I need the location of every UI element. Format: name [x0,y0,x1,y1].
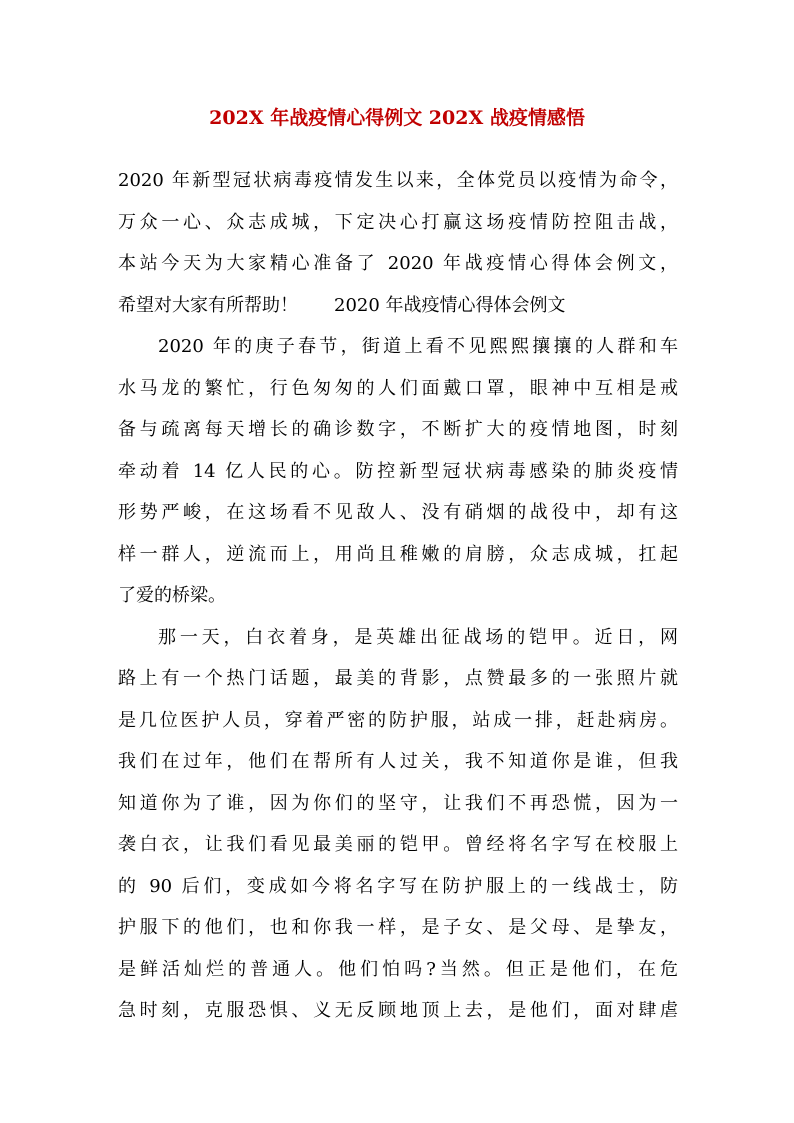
text-line: 那一天，白衣着身，是英雄出征战场的铠甲。近日，网 [158,626,678,648]
text-line: 了爱的桥梁。 [118,585,226,606]
text-line: 急时刻，克服恐惧、义无反顾地顶上去，是他们，面对肆虐 [118,1000,678,1021]
text-line: 是几位医护人员，穿着严密的防护服，站成一排，赶赴病房。 [118,709,678,731]
text-line: 路上有一个热门话题，最美的背影，点赞最多的一张照片就 [118,668,678,689]
text-line: 知道你为了谁，因为你们的坚守，让我们不再恐慌，因为一 [118,792,678,814]
document-title: 202X 年战疫情心得例文 202X 战疫情感悟 [209,107,585,129]
text-line: 水马龙的繁忙，行色匆匆的人们面戴口罩，眼神中互相是戒 [118,377,678,399]
text-line: 万众一心、众志成城，下定决心打赢这场疫情防控阻击战， [118,211,678,233]
text-line: 备与疏离每天增长的确诊数字，不断扩大的疫情地图，时刻 [118,419,678,440]
document-body [118,160,678,1032]
text-line [118,285,678,327]
paragraph-white-coat [118,617,678,1032]
text-line: 袭白衣，让我们看见最美丽的铠甲。曾经将名字写在校服上 [118,834,678,855]
text-line: 的 90 后们，变成如今将名字写在防护服上的一线战士，防 [118,875,678,897]
text-line: 护服下的他们，也和你我一样，是子女、是父母、是挚友， [118,917,678,938]
text-line: 是鲜活灿烂的普通人。他们怕吗?当然。但正是他们，在危 [118,958,678,980]
text-fragment: 2020 年战疫情心得体会例文 [334,294,566,316]
text-line: 2020 年的庚子春节，街道上看不见熙熙攘攘的人群和车 [158,336,678,357]
text-fragment: 希望对大家有所帮助！ [118,294,298,316]
text-line: 本站今天为大家精心准备了 2020 年战疫情心得体会例文， [118,253,678,274]
text-line: 形势严峻，在这场看不见敌人、没有硝烟的战役中，却有这 [118,502,678,523]
text-line: 2020 年新型冠状病毒疫情发生以来，全体党员以疫情为命令， [118,170,678,191]
text-line: 牵动着 14 亿人民的心。防控新型冠状病毒感染的肺炎疫情 [118,460,678,482]
text-line: 样一群人，逆流而上，用尚且稚嫩的肩膀，众志成城，扛起 [118,543,678,565]
text-line: 我们在过年，他们在帮所有人过关，我不知道你是谁，但我 [118,751,678,772]
paragraph-spring-festival [118,326,678,617]
paragraph-intro [118,160,678,326]
